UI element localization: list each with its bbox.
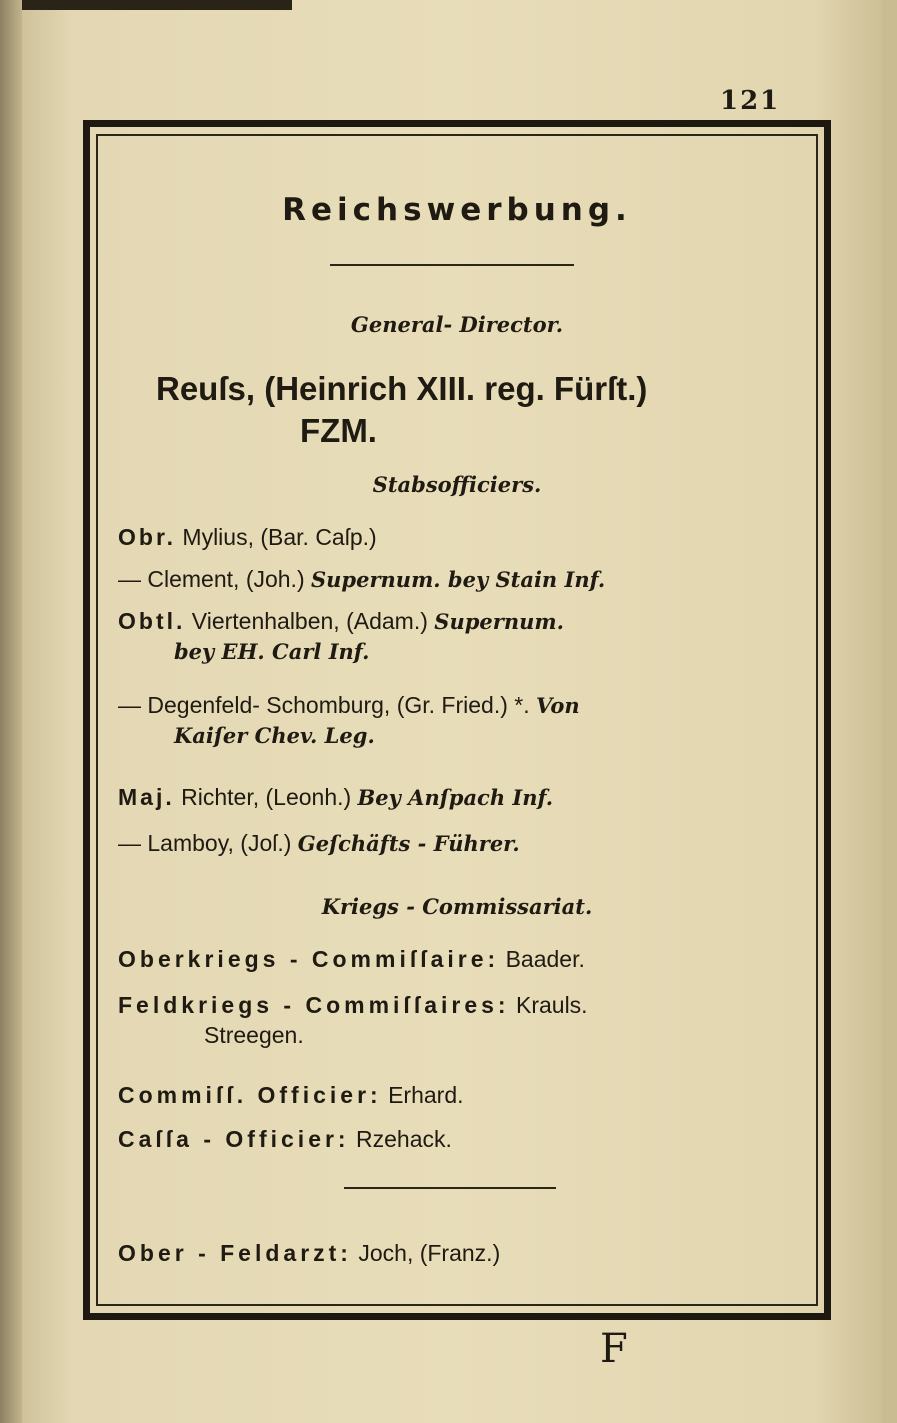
officer-note: Geſchäfts - Führer. [297, 831, 520, 856]
officer-note: Von [536, 693, 580, 718]
director-rank: FZM. [300, 412, 377, 449]
commissariat-entry [118, 1080, 464, 1110]
commissariat-names: Krauls. [515, 992, 588, 1018]
commissariat-title: Caſſa - Officier: [118, 1126, 350, 1152]
officer-rank: — [118, 830, 141, 856]
commissariat-names: Erhard. [388, 1082, 464, 1108]
commissariat-names: Baader. [505, 946, 585, 972]
officer-rank: Obr. [118, 524, 177, 550]
commissariat-entry [118, 1124, 452, 1154]
commissariat-names-continued: Streegen. [204, 1022, 304, 1048]
top-edge-bar [22, 0, 292, 10]
commissariat-entry [118, 990, 588, 1050]
officer-entry [118, 522, 377, 552]
officer-entry [118, 564, 605, 595]
page-heading: Reichswerbung. [282, 192, 632, 228]
officer-name: Mylius, (Bar. Caſp.) [182, 524, 377, 550]
page-gutter-shadow [0, 0, 22, 1423]
commissariat-entry [118, 944, 585, 974]
officer-entry [118, 690, 580, 751]
officer-entry [118, 606, 564, 667]
officer-rank: Obtl. [118, 608, 186, 634]
commissariat-title: Feldkriegs - Commiſſaires: [118, 992, 510, 1018]
director-entry [156, 368, 647, 452]
section-kriegs-commissariat: Kriegs - Commissariat. [321, 894, 593, 919]
officer-rank: — [118, 566, 141, 592]
heading-rule [330, 264, 574, 266]
officer-name: Clement, (Joh.) [147, 566, 305, 592]
officer-note: Bey Anſpach Inf. [357, 785, 554, 810]
director-name: Reuſs, (Heinrich XIII. reg. Fürſt.) [156, 370, 648, 407]
officer-note-continued: Kaiſer Chev. Leg. [174, 723, 375, 748]
signature-mark: F [600, 1326, 628, 1372]
feldarzt-name: Joch, (Franz.) [358, 1240, 501, 1266]
page-number: 121 [720, 86, 781, 116]
commissariat-names: Rzehack. [356, 1126, 452, 1152]
officer-name: Richter, (Leonh.) [181, 784, 352, 810]
officer-name: Viertenhalben, (Adam.) [191, 608, 428, 634]
officer-note: Supernum. [434, 609, 564, 634]
section-general-director: General- Director. [350, 312, 564, 337]
officer-name: Lamboy, (Joſ.) [147, 830, 292, 856]
commissariat-title: Oberkriegs - Commiſſaire: [118, 946, 500, 972]
officer-name: Degenfeld- Schomburg, (Gr. Fried.) *. [147, 692, 530, 718]
officer-entry [118, 782, 553, 813]
section-stabsofficiers: Stabsofficiers. [372, 472, 542, 497]
officer-rank: Maj. [118, 784, 175, 810]
officer-note: Supernum. bey Stain Inf. [311, 567, 606, 592]
feldarzt-title: Ober - Feldarzt: [118, 1240, 352, 1266]
feldarzt-entry [118, 1238, 500, 1268]
officer-note-continued: bey EH. Carl Inf. [174, 639, 370, 664]
officer-rank: — [118, 692, 141, 718]
commissariat-title: Commiſſ. Officier: [118, 1082, 382, 1108]
section-rule [344, 1187, 556, 1189]
officer-entry [118, 828, 520, 859]
